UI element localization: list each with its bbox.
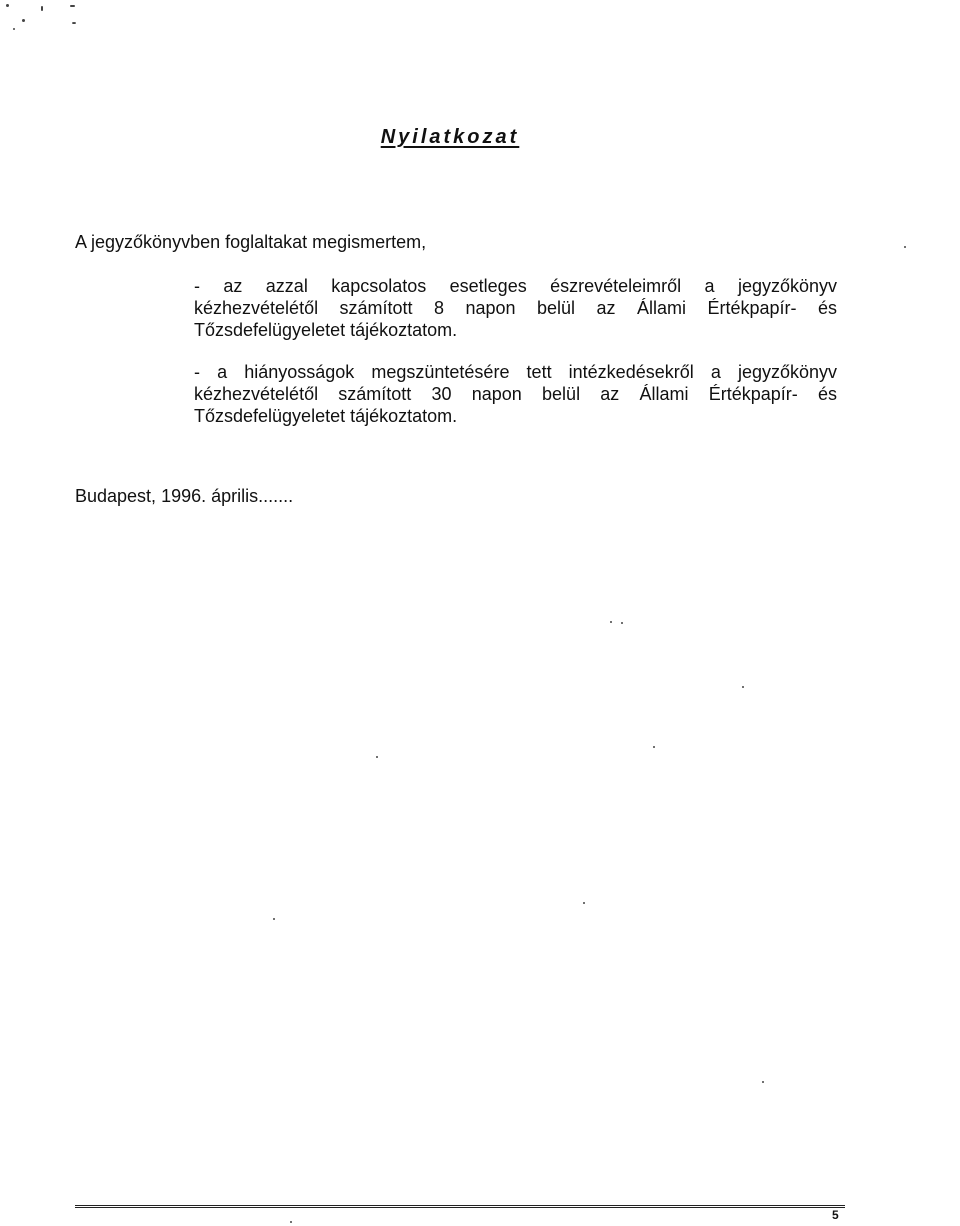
scan-speck xyxy=(22,19,25,22)
scan-speck xyxy=(13,28,15,30)
page-number: 5 xyxy=(832,1208,839,1222)
scan-speck xyxy=(70,5,75,7)
paragraph-comments xyxy=(194,275,837,341)
paragraph-line: - a hiányosságok megszüntetésére tett intézkedésekről a jegyzőkönyv xyxy=(194,362,837,382)
paragraph-line: Tőzsdefelügyeletet tájékoztatom. xyxy=(194,320,458,340)
scan-speck xyxy=(290,1221,292,1223)
scan-speck xyxy=(583,902,585,904)
place-and-date: Budapest, 1996. április....... xyxy=(75,486,294,506)
paragraph-line: - az azzal kapcsolatos esetleges észrevételeimről a jegyzőkönyv xyxy=(194,276,837,296)
scan-speck xyxy=(41,6,43,11)
scan-speck xyxy=(273,918,275,920)
paragraph-measures xyxy=(194,361,837,427)
scan-speck xyxy=(762,1081,764,1083)
footer-rule xyxy=(75,1205,845,1208)
scan-speck xyxy=(653,746,655,748)
scan-speck xyxy=(72,22,76,24)
scan-speck xyxy=(376,756,378,758)
scan-speck xyxy=(621,622,623,624)
scan-speck xyxy=(610,621,612,623)
paragraph-line: Tőzsdefelügyeletet tájékoztatom. xyxy=(194,406,458,426)
scan-speck xyxy=(6,4,9,7)
scan-speck xyxy=(904,246,906,248)
document-title: Nyilatkozat xyxy=(380,126,520,148)
intro-text: A jegyzőkönyvben foglaltakat megismertem, xyxy=(75,232,427,252)
scan-speck xyxy=(742,686,744,688)
paragraph-line: kézhezvételétől számított 8 napon belül az Állami Értékpapír- és xyxy=(194,298,837,318)
paragraph-line: kézhezvételétől számított 30 napon belül az Állami Értékpapír- és xyxy=(194,384,837,404)
